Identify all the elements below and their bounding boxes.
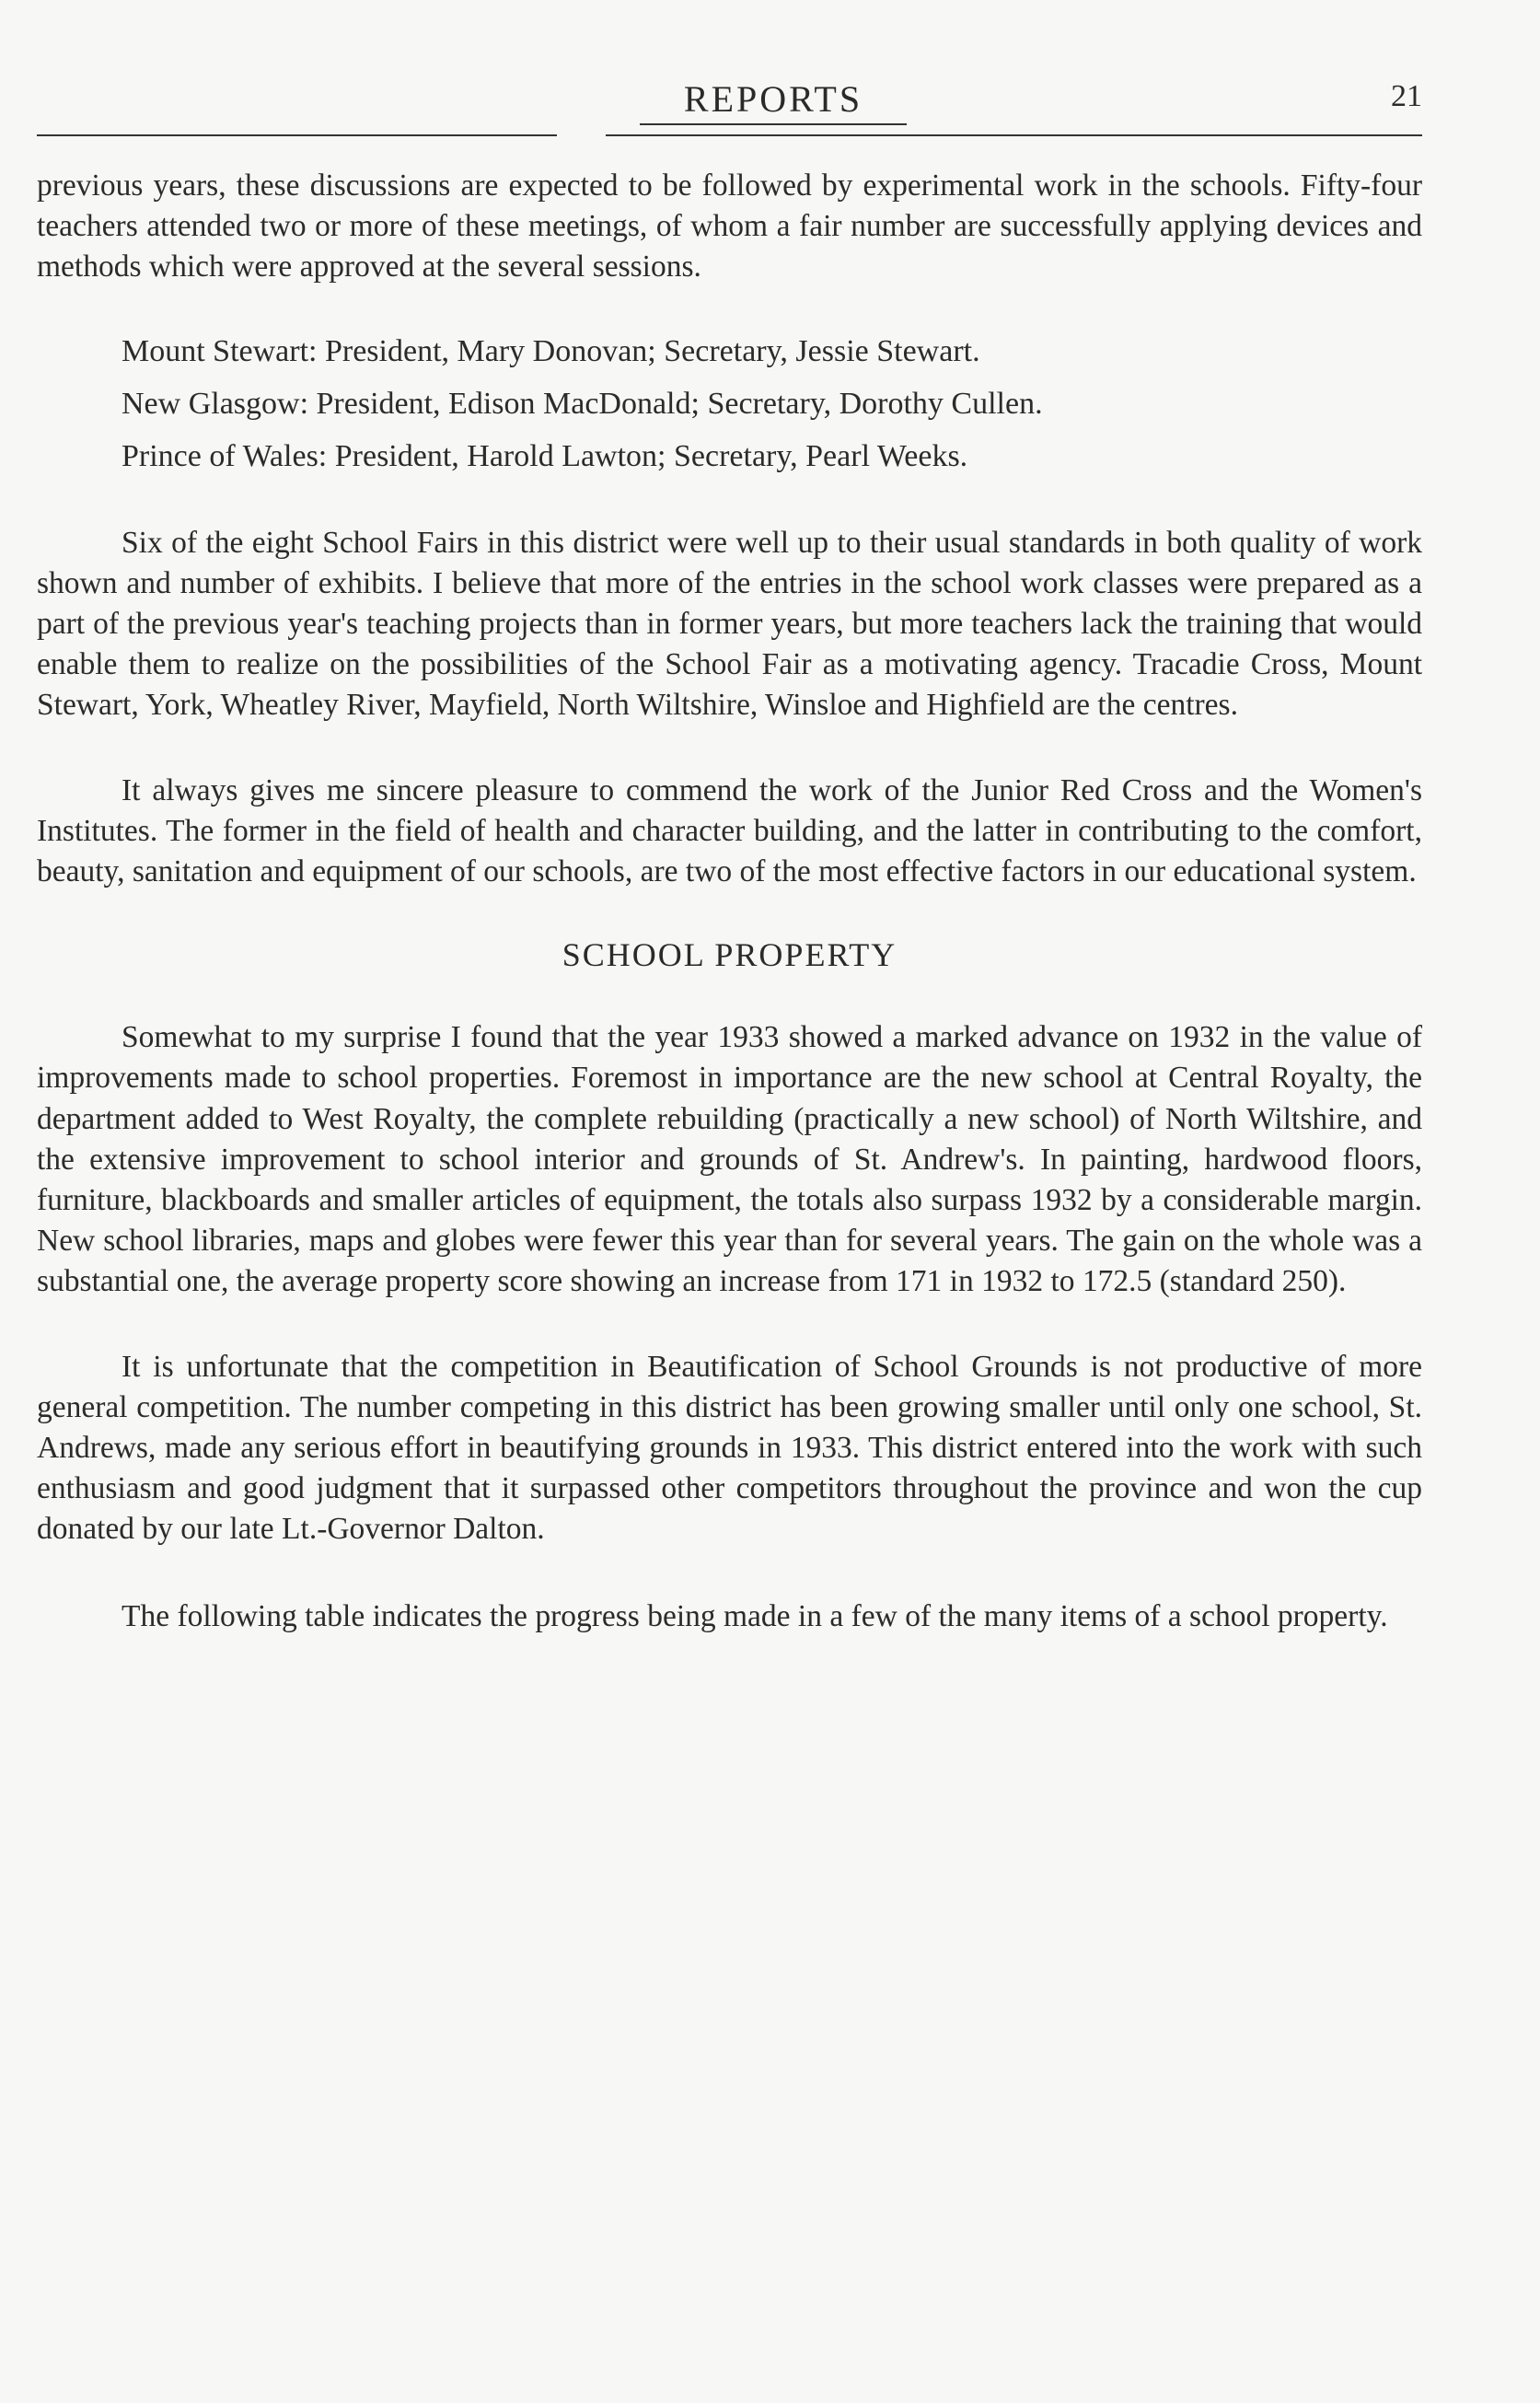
officer-line-mount-stewart: Mount Stewart: President, Mary Donovan; Secretary, Jessie Stewart. (122, 333, 980, 368)
paragraph-table-intro: The following table indicates the progress being made in a few of the many items of a school property. (122, 1598, 1388, 1633)
section-heading-school-property: SCHOOL PROPERTY (562, 936, 897, 974)
paragraph-property-improvements: Somewhat to my surprise I found that the year 1933 showed a marked advance on 1932 in the value of improvements made to school properties. Foremost in importance are the new school at Central Royalty, the department added to West Royalty, the complete rebuilding (practically a new school) of North Wiltshire, and the extensive improvement to school interior and grounds of St. Andrew's. In painting, hardwood floors, furniture, blackboards and smaller articles of equipment, the totals also surpass 1932 by a considerable margin. New school libraries, maps and globes were fewer this year than for several years. The gain on the whole was a substantial one, the average property score showing an increase from 171 in 1932 to 172.5 (standard 250). (37, 1020, 1422, 1299)
officer-list (37, 325, 1422, 482)
paragraph-beautification: It is unfortunate that the competition in Beautification of School Grounds is not productive of more general competition. The number competing in this district has been growing smaller until only one school, St. Andrews, made any serious effort in beautifying grounds in 1933. This district entered into the work with such enthusiasm and good judgment that it surpassed other competitors throughout the province and won the cup donated by our late Lt.-Governor Dalton. (37, 1349, 1422, 1547)
officer-line-prince-of-wales: Prince of Wales: President, Harold Lawton; Secretary, Pearl Weeks. (122, 438, 968, 473)
running-title: REPORTS (683, 78, 863, 120)
body-text (37, 166, 1422, 1637)
paragraph-continued: previous years, these discussions are expected to be followed by experimental work in the schools. Fifty-four teachers attended two or more of these meetings, of whom a fair number are successfully applying devices and methods which were approved at the several sessions. (37, 168, 1422, 284)
page-number: 21 (1391, 79, 1422, 113)
officer-line-new-glasgow: New Glasgow: President, Edison MacDonald; Secretary, Dorothy Cullen. (122, 386, 1043, 421)
paragraph-red-cross: It always gives me sincere pleasure to commend the work of the Junior Red Cross and the Women's Institutes. The former in the field of health and character building, and the latter in contributing to the comfort, beauty, sanitation and equipment of our schools, are two of the most effective factors in our educational system. (37, 772, 1422, 889)
title-underline (640, 123, 907, 125)
paragraph-school-fairs: Six of the eight School Fairs in this district were well up to their usual standards in both quality of work shown and number of exhibits. I believe that more of the entries in the school work classes were prepared as a part of the previous year's teaching projects than in former years, but more teachers lack the training that would enable them to realize on the possibilities of the School Fair as a motivating agency. Tracadie Cross, Mount Stewart, York, Wheatley River, Mayfield, North Wiltshire, Winsloe and Highfield are the centres. (37, 525, 1422, 723)
header-rule-left (37, 134, 557, 136)
header-rule-right (606, 134, 1422, 136)
page-header (37, 77, 1422, 144)
